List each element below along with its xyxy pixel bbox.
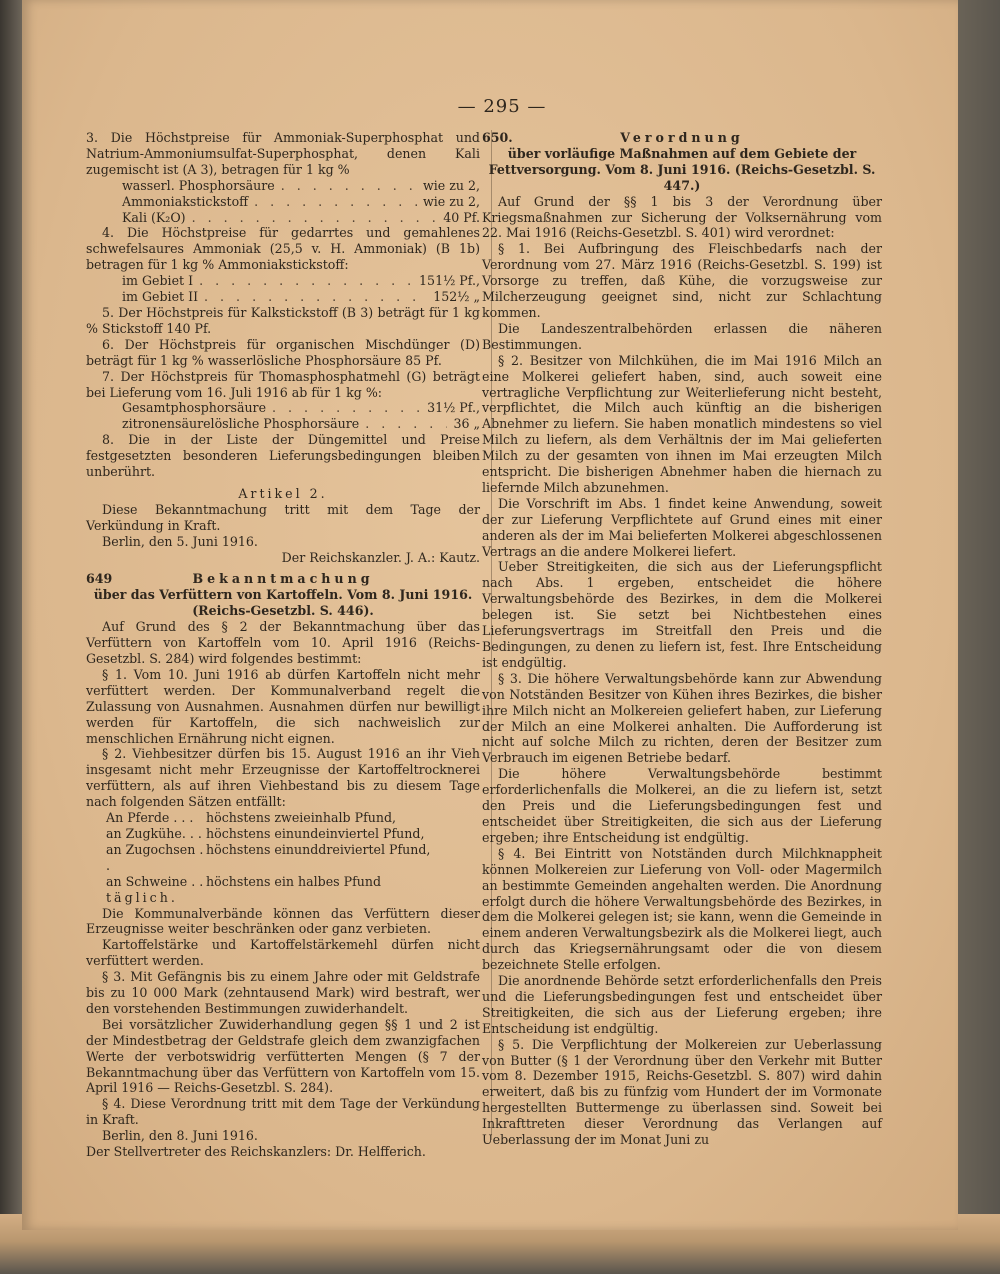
paragraph-5: 5. Der Höchstpreis für Kalkstickstoff (B 3) beträgt für 1 kg % Stickstoff 140 Pf.	[86, 304, 480, 336]
paragraph-s2b: Die Vorschrift im Abs. 1 findet keine Anwendung, soweit der zur Lieferung Verpflichtete auf Grund eines mit einer anderen als der im Mai belieferten Molkerei abgeschlossenen Vertrags an die andere Molkerei liefert.	[482, 495, 882, 559]
paragraph-s2b: Die Kommunalverbände können das Verfüttern dieser Erzeugnisse weiter beschränken oder ganz verbieten.	[86, 905, 480, 937]
rate-row: an Schweine . . höchstens ein halbes Pfund	[106, 873, 382, 889]
paragraph-s4: § 4. Diese Verordnung tritt mit dem Tage der Verkündung in Kraft.	[86, 1096, 480, 1128]
paragraph-s2c: Kartoffelstärke und Kartoffelstärkemehl dürfen nicht verfüttert werden.	[86, 937, 480, 969]
paragraph-4: 4. Die Höchstpreise für gedarrtes und gemahlenes schwefelsaures Ammoniak (25,5 v. H. Ammoniak) (B 1b) betragen für 1 kg % Ammoniakstickstoff:	[86, 225, 480, 273]
paragraph-s1: § 1. Vom 10. Juni 1916 ab dürfen Kartoffeln nicht mehr verfüttert werden. Der Kommunalverband regelt die Zulassung von Ausnahmen. Ausnahmen dürfen nur bewilligt werden für Kartoffeln, die sich nachweislich zur menschlichen Ernährung nicht eignen.	[86, 666, 480, 746]
intro-paragraph: Auf Grund der §§ 1 bis 3 der Verordnung über Kriegsmaßnahmen zur Sicherung der Volksernährung vom 22. Mai 1916 (Reichs-Gesetzbl. S. 401) wird verordnet:	[482, 193, 882, 241]
rate-row: an Zugkühe. . . höchstens einundeinviertel Pfund,	[106, 825, 425, 841]
price-list-3	[86, 178, 480, 226]
paragraph-s2c: Ueber Streitigkeiten, die sich aus der Lieferungspflicht nach Abs. 1 ergeben, entscheidet die höhere Verwaltungsbehörde des Bezirkes, in dem die Molkerei belegen ist. Sie setzt bei Nichtbestehen eines Lieferungsvertrags im Streitfall den Preis und die Bedingungen, zu denen zu liefern ist, fest. Ihre Entscheidung ist endgültig.	[482, 559, 882, 670]
price-item: zitronensäurelösliche Phosphorsäure . . . 36 „	[86, 416, 480, 432]
section-heading-650	[482, 130, 882, 146]
paragraph-8: 8. Die in der Liste der Düngemittel und Preise festgesetzten besonderen Lieferungsbedingungen bleiben unberührt.	[86, 432, 480, 480]
price-list-7	[86, 400, 480, 432]
price-item: im Gebiet I . . . 151½ Pf.,	[86, 273, 480, 289]
taeglich-line: täglich.	[106, 889, 178, 905]
price-item: Gesamtphosphorsäure . . . 31½ Pf.,	[86, 400, 480, 416]
paragraph-s2: § 2. Besitzer von Milchkühen, die im Mai 1916 Milch an eine Molkerei geliefert haben, sind, auch soweit eine vertragliche Verpflichtung zur Weiterlieferung nicht besteht, verpflichtet, die Milch auch künftig an die bisherigen Abnehmer zu liefern. Sie haben monatlich mindestens so viel Milch zu liefern, als dem Verhältnis der im Mai gelieferten Milch zu der gesamten von ihnen im Mai erzeugten Milch entspricht. Die bisherigen Abnehmer haben die hiernach zu liefernde Milch abzunehmen.	[482, 352, 882, 495]
rate-row: An Pferde . . . höchstens zweieinhalb Pfund,	[106, 810, 397, 826]
scan-cover-edge	[958, 0, 1000, 1274]
date-line: Berlin, den 8. Juni 1916.	[102, 1128, 258, 1144]
paragraph-s5: § 5. Die Verpflichtung der Molkereien zur Ueberlassung von Butter (§ 1 der Verordnung über den Verkehr mit Butter vom 8. Dezember 1915, Reichs-Gesetzbl. S. 807) wird dahin erweitert, daß bis zu fünfzig vom Hundert der im Vormonate hergestellten Buttermenge zu überlassen sind. Soweit bei Inkrafttreten dieser Verordnung das Verlangen auf Ueberlassung der im Monat Juni zu	[482, 1036, 882, 1148]
signature: Der Stellvertreter des Reichskanzlers: Dr. Helfferich.	[86, 1144, 426, 1160]
paragraph-s2: § 2. Viehbesitzer dürfen bis 15. August 1916 an ihr Vieh insgesamt nicht mehr Erzeugnisse der Kartoffeltrocknerei verfüttern, als auf ihren Viehbestand bis zu diesem Tage nach folgenden Sätzen entfällt:	[86, 746, 480, 810]
rate-row: an Zugochsen . . höchstens einunddreiviertel Pfund,	[106, 841, 431, 873]
left-column	[86, 130, 480, 1160]
price-item: im Gebiet II . . . 152½ „	[86, 289, 480, 305]
signature: Der Reichskanzler. J. A.: Kautz.	[281, 549, 480, 565]
page-number: — 295 —	[457, 96, 547, 117]
date-line: Berlin, den 5. Juni 1916.	[102, 533, 258, 549]
section-heading-649	[86, 571, 480, 587]
paragraph-6: 6. Der Höchstpreis für organischen Mischdünger (D) beträgt für 1 kg % wasserlösliche Phosphorsäure 85 Pf.	[86, 336, 480, 368]
price-list-4	[86, 273, 480, 305]
section-title: Bekanntmachung	[192, 571, 374, 587]
paragraph-s1b: Die Landeszentralbehörden erlassen die näheren Bestimmungen.	[482, 320, 882, 352]
section-number: 649	[86, 571, 113, 587]
paragraph-s4b: Die anordnende Behörde setzt erforderlichenfalls den Preis und die Lieferungsbedingungen fest und entscheidet über Streitigkeiten, die sich aus der Lieferung ergeben; ihre Entscheidung ist endgültig.	[482, 973, 882, 1036]
document-page	[22, 0, 958, 1230]
price-item: Kali (K₂O) . . . 40 Pf.	[86, 210, 480, 226]
paragraph-s3b: Die höhere Verwaltungsbehörde bestimmt erforderlichenfalls die Molkerei, an die zu liefern ist, setzt den Preis und die Lieferungsbedingungen fest und entscheidet über Streitigkeiten, die sich aus der Lieferung ergeben; ihre Entscheidung ist endgültig.	[482, 766, 882, 845]
feed-rates	[86, 810, 480, 890]
artikel-heading: Artikel 2.	[238, 485, 328, 501]
artikel-text: Diese Bekanntmachung tritt mit dem Tage der Verkündung in Kraft.	[86, 501, 480, 533]
paragraph-3: 3. Die Höchstpreise für Ammoniak-Superphosphat und Natrium-Ammoniumsulfat-Superphosphat, denen Kali zugemischt ist (A 3), betragen für 1 kg %	[86, 130, 480, 177]
section-subtitle: über das Verfüttern von Kartoffeln. Vom 8. Juni 1916. (Reichs-Gesetzbl. S. 446).	[93, 587, 473, 619]
section-title: Verordnung	[620, 130, 744, 145]
paragraph-7: 7. Der Höchstpreis für Thomasphosphatmehl (G) beträgt bei Lieferung vom 16. Juli 1916 ab für 1 kg %:	[86, 368, 480, 400]
paragraph-s3: § 3. Mit Gefängnis bis zu einem Jahre oder mit Geldstrafe bis zu 10 000 Mark (zehntausend Mark) wird bestraft, wer den vorstehenden Bestimmungen zuwiderhandelt.	[86, 969, 480, 1016]
price-item: Ammoniakstickstoff . . . wie zu 2,	[86, 194, 480, 210]
scan-binding-edge	[0, 0, 22, 1274]
right-column	[482, 130, 882, 1148]
section-subtitle: über vorläufige Maßnahmen auf dem Gebiete der Fettversorgung. Vom 8. Juni 1916. (Reichs-Gesetzbl. S. 447.)	[488, 145, 876, 193]
section-number: 650.	[482, 130, 513, 145]
paragraph-s4: § 4. Bei Eintritt von Notständen durch Milchknappheit können Molkereien zur Lieferung von Voll- oder Magermilch an bestimmte Gemeinden angehalten werden. Die Anordnung erfolgt durch die höhere Verwaltungsbehörde des Bezirkes, in dem die Molkerei gelegen ist; sie kann, wenn die Gemeinde in einem anderen Verwaltungsbezirk als die Molkerei liegt, auch durch das Kriegsernährungsamt oder die von diesem bezeichnete Stelle erfolgen.	[482, 845, 882, 973]
paragraph-s1: § 1. Bei Aufbringung des Fleischbedarfs nach der Verordnung vom 27. März 1916 (Reichs-Gesetzbl. S. 199) ist Vorsorge zu treffen, daß Kühe, die vorzugsweise zur Milcherzeugung geeignet sind, nicht zur Schlachtung kommen.	[482, 241, 882, 320]
intro-paragraph: Auf Grund des § 2 der Bekanntmachung über das Verfüttern von Kartoffeln vom 10. April 1916 (Reichs-Gesetzbl. S. 284) wird folgendes bestimmt:	[86, 619, 480, 666]
paragraph-s3: § 3. Die höhere Verwaltungsbehörde kann zur Abwendung von Notständen Besitzer von Kühen ihres Bezirkes, die bisher ihre Milch nicht an Molkereien geliefert haben, zur Lieferung der Milch an eine Molkerei anhalten. Die Aufforderung ist nicht auf solche Milch zu richten, deren der Besitzer zum Verbrauch im eigenen Betriebe bedarf.	[482, 670, 882, 766]
price-item: wasserl. Phosphorsäure . . . wie zu 2,	[86, 178, 480, 194]
paragraph-s3b: Bei vorsätzlicher Zuwiderhandlung gegen §§ 1 und 2 ist der Mindestbetrag der Geldstrafe gleich dem zwanzigfachen Werte der verbotswidrig verfütterten Mengen (§ 7 der Bekanntmachung über das Verfüttern von Kartoffeln vom 15. April 1916 — Reichs-Gesetzbl. S. 284).	[86, 1016, 480, 1096]
